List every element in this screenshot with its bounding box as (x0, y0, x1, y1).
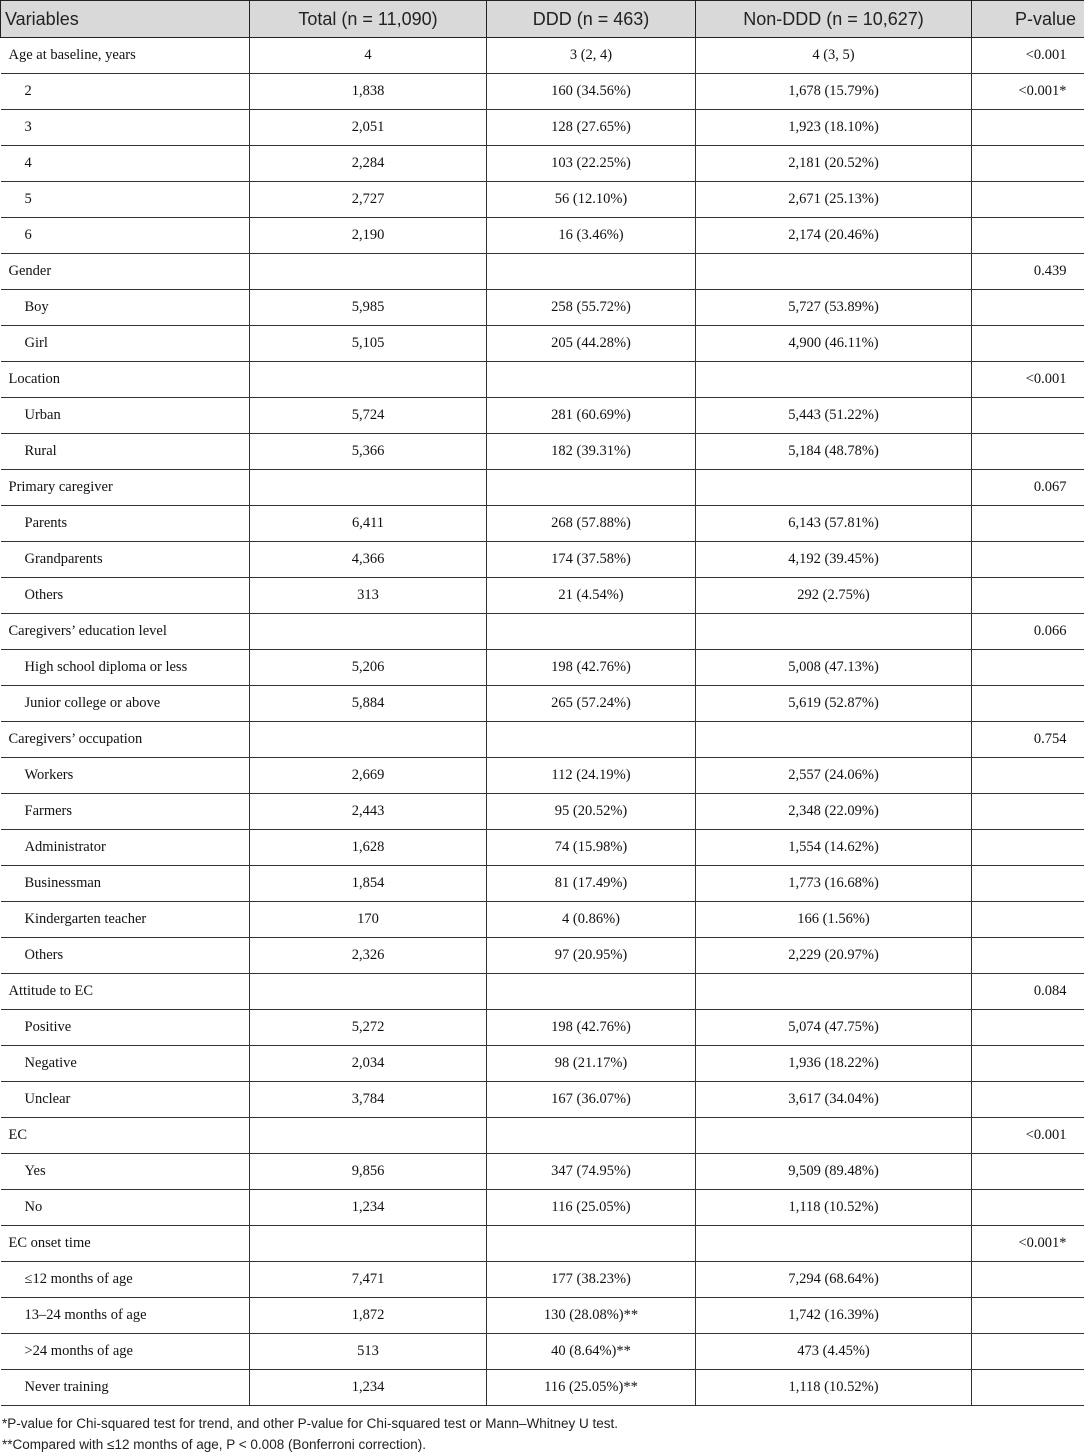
table-row (1, 1082, 1084, 1118)
cell-variable: 3 (1, 110, 250, 146)
cell-variable: 4 (1, 146, 250, 182)
cell-ddd: 116 (25.05%)** (487, 1370, 696, 1406)
cell-total (250, 362, 487, 398)
cell-variable: Never training (1, 1370, 250, 1406)
cell-p-value: 0.066 (972, 614, 1084, 650)
cell-non-ddd: 3,617 (34.04%) (696, 1082, 972, 1118)
cell-non-ddd: 2,557 (24.06%) (696, 758, 972, 794)
cell-ddd (487, 1118, 696, 1154)
cell-p-value (972, 1154, 1084, 1190)
cell-variable: Administrator (1, 830, 250, 866)
cell-total: 5,985 (250, 290, 487, 326)
cell-ddd (487, 974, 696, 1010)
table-row (1, 398, 1084, 434)
cell-total: 2,034 (250, 1046, 487, 1082)
cell-p-value (972, 1010, 1084, 1046)
cell-p-value (972, 650, 1084, 686)
cell-ddd: 56 (12.10%) (487, 182, 696, 218)
cell-ddd: 116 (25.05%) (487, 1190, 696, 1226)
cell-total: 5,206 (250, 650, 487, 686)
cell-non-ddd: 5,727 (53.89%) (696, 290, 972, 326)
cell-p-value (972, 326, 1084, 362)
cell-total: 5,724 (250, 398, 487, 434)
cell-p-value: <0.001* (972, 74, 1084, 110)
cell-p-value (972, 1298, 1084, 1334)
cell-non-ddd (696, 722, 972, 758)
cell-variable: Rural (1, 434, 250, 470)
table-row (1, 1370, 1084, 1406)
cell-total: 4 (250, 38, 487, 74)
cell-variable: Farmers (1, 794, 250, 830)
cell-p-value (972, 1334, 1084, 1370)
table-row (1, 614, 1084, 650)
cell-non-ddd: 5,184 (48.78%) (696, 434, 972, 470)
cell-total: 2,443 (250, 794, 487, 830)
cell-non-ddd: 1,773 (16.68%) (696, 866, 972, 902)
cell-total: 5,366 (250, 434, 487, 470)
cell-variable: Age at baseline, years (1, 38, 250, 74)
header-total: Total (n = 11,090) (250, 1, 487, 38)
table-row (1, 1226, 1084, 1262)
table-row (1, 542, 1084, 578)
cell-ddd: 81 (17.49%) (487, 866, 696, 902)
cell-variable: Primary caregiver (1, 470, 250, 506)
cell-total (250, 974, 487, 1010)
cell-ddd: 95 (20.52%) (487, 794, 696, 830)
cell-non-ddd: 473 (4.45%) (696, 1334, 972, 1370)
cell-p-value: <0.001 (972, 38, 1084, 74)
cell-ddd: 103 (22.25%) (487, 146, 696, 182)
cell-variable: Urban (1, 398, 250, 434)
table-row (1, 1010, 1084, 1046)
cell-ddd (487, 722, 696, 758)
cell-total: 2,326 (250, 938, 487, 974)
cell-variable: Kindergarten teacher (1, 902, 250, 938)
cell-p-value (972, 506, 1084, 542)
cell-p-value (972, 1190, 1084, 1226)
cell-total (250, 254, 487, 290)
cell-p-value (972, 542, 1084, 578)
cell-variable: Unclear (1, 1082, 250, 1118)
cell-p-value: <0.001 (972, 1118, 1084, 1154)
cell-ddd: 16 (3.46%) (487, 218, 696, 254)
table-row (1, 794, 1084, 830)
cell-p-value: <0.001* (972, 1226, 1084, 1262)
cell-non-ddd: 1,554 (14.62%) (696, 830, 972, 866)
cell-non-ddd (696, 1226, 972, 1262)
cell-ddd: 182 (39.31%) (487, 434, 696, 470)
cell-total: 313 (250, 578, 487, 614)
cell-total: 513 (250, 1334, 487, 1370)
cell-p-value: 0.084 (972, 974, 1084, 1010)
cell-non-ddd: 1,118 (10.52%) (696, 1190, 972, 1226)
cell-non-ddd: 1,936 (18.22%) (696, 1046, 972, 1082)
cell-ddd: 4 (0.86%) (487, 902, 696, 938)
cell-ddd: 205 (44.28%) (487, 326, 696, 362)
cell-total: 5,884 (250, 686, 487, 722)
cell-variable: >24 months of age (1, 1334, 250, 1370)
footnote-1: *P-value for Chi-squared test for trend, and other P-value for Chi-squared test or Mann–Whitney U test. (2, 1416, 619, 1431)
cell-variable: Positive (1, 1010, 250, 1046)
cell-variable: No (1, 1190, 250, 1226)
cell-non-ddd: 7,294 (68.64%) (696, 1262, 972, 1298)
table-row (1, 182, 1084, 218)
cell-total (250, 722, 487, 758)
cell-total: 1,872 (250, 1298, 487, 1334)
cell-p-value: 0.067 (972, 470, 1084, 506)
cell-p-value (972, 686, 1084, 722)
cell-variable: EC onset time (1, 1226, 250, 1262)
cell-ddd: 74 (15.98%) (487, 830, 696, 866)
cell-p-value (972, 434, 1084, 470)
cell-p-value (972, 758, 1084, 794)
cell-total (250, 1226, 487, 1262)
cell-non-ddd: 5,008 (47.13%) (696, 650, 972, 686)
cell-p-value (972, 794, 1084, 830)
cell-non-ddd: 5,619 (52.87%) (696, 686, 972, 722)
cell-ddd: 40 (8.64%)** (487, 1334, 696, 1370)
cell-ddd: 268 (57.88%) (487, 506, 696, 542)
cell-p-value (972, 866, 1084, 902)
table-row (1, 290, 1084, 326)
cell-ddd: 97 (20.95%) (487, 938, 696, 974)
cell-p-value (972, 1370, 1084, 1406)
cell-ddd: 21 (4.54%) (487, 578, 696, 614)
table-row (1, 686, 1084, 722)
header-ddd: DDD (n = 463) (487, 1, 696, 38)
cell-total: 2,190 (250, 218, 487, 254)
table-header-row (1, 1, 1084, 38)
cell-non-ddd (696, 362, 972, 398)
table-row (1, 74, 1084, 110)
table-row (1, 326, 1084, 362)
cell-non-ddd (696, 254, 972, 290)
cell-p-value: 0.439 (972, 254, 1084, 290)
cell-ddd: 198 (42.76%) (487, 650, 696, 686)
cell-total: 2,051 (250, 110, 487, 146)
header-variables: Variables (1, 1, 250, 38)
cell-p-value (972, 1046, 1084, 1082)
cell-variable: Caregivers’ education level (1, 614, 250, 650)
cell-ddd: 281 (60.69%) (487, 398, 696, 434)
cell-variable: EC (1, 1118, 250, 1154)
table-row (1, 110, 1084, 146)
cell-non-ddd: 4,900 (46.11%) (696, 326, 972, 362)
table-row (1, 578, 1084, 614)
cell-total: 2,669 (250, 758, 487, 794)
table-row (1, 1298, 1084, 1334)
cell-total: 5,105 (250, 326, 487, 362)
cell-variable: Others (1, 938, 250, 974)
cell-total: 9,856 (250, 1154, 487, 1190)
header-non-ddd: Non-DDD (n = 10,627) (696, 1, 972, 38)
cell-variable: 13–24 months of age (1, 1298, 250, 1334)
cell-total: 1,854 (250, 866, 487, 902)
table-row (1, 38, 1084, 74)
cell-variable: Location (1, 362, 250, 398)
cell-ddd: 98 (21.17%) (487, 1046, 696, 1082)
cell-ddd: 167 (36.07%) (487, 1082, 696, 1118)
cell-total: 1,234 (250, 1190, 487, 1226)
cell-p-value (972, 1262, 1084, 1298)
cell-ddd (487, 1226, 696, 1262)
cell-variable: Grandparents (1, 542, 250, 578)
cell-p-value (972, 902, 1084, 938)
cell-p-value (972, 110, 1084, 146)
cell-total (250, 1118, 487, 1154)
cell-p-value (972, 182, 1084, 218)
cell-variable: 2 (1, 74, 250, 110)
cell-total: 7,471 (250, 1262, 487, 1298)
cell-non-ddd (696, 470, 972, 506)
cell-variable: Girl (1, 326, 250, 362)
cell-p-value: <0.001 (972, 362, 1084, 398)
table-row (1, 1262, 1084, 1298)
cell-ddd: 347 (74.95%) (487, 1154, 696, 1190)
cell-p-value: 0.754 (972, 722, 1084, 758)
cell-non-ddd: 2,181 (20.52%) (696, 146, 972, 182)
cell-ddd: 265 (57.24%) (487, 686, 696, 722)
cell-ddd (487, 470, 696, 506)
cell-total: 1,628 (250, 830, 487, 866)
footnote-2: **Compared with ≤12 months of age, P < 0.008 (Bonferroni correction). (2, 1437, 427, 1452)
table-row (1, 254, 1084, 290)
cell-ddd: 258 (55.72%) (487, 290, 696, 326)
cell-non-ddd (696, 1118, 972, 1154)
cell-non-ddd (696, 974, 972, 1010)
cell-variable: 6 (1, 218, 250, 254)
cell-ddd (487, 362, 696, 398)
cell-variable: Boy (1, 290, 250, 326)
table-row (1, 758, 1084, 794)
table-row (1, 470, 1084, 506)
table-row (1, 1118, 1084, 1154)
cell-non-ddd: 292 (2.75%) (696, 578, 972, 614)
cell-total: 2,727 (250, 182, 487, 218)
cell-non-ddd: 1,118 (10.52%) (696, 1370, 972, 1406)
cell-non-ddd: 2,671 (25.13%) (696, 182, 972, 218)
cell-variable: Parents (1, 506, 250, 542)
cell-variable: Negative (1, 1046, 250, 1082)
cell-non-ddd (696, 614, 972, 650)
cell-p-value (972, 398, 1084, 434)
table-row (1, 434, 1084, 470)
table-row (1, 830, 1084, 866)
cell-variable: Gender (1, 254, 250, 290)
cell-variable: Attitude to EC (1, 974, 250, 1010)
cell-ddd: 112 (24.19%) (487, 758, 696, 794)
cell-total: 5,272 (250, 1010, 487, 1046)
cell-non-ddd: 4,192 (39.45%) (696, 542, 972, 578)
table-row (1, 1334, 1084, 1370)
cell-variable: High school diploma or less (1, 650, 250, 686)
cell-total: 1,838 (250, 74, 487, 110)
cell-p-value (972, 146, 1084, 182)
cell-non-ddd: 9,509 (89.48%) (696, 1154, 972, 1190)
cell-ddd: 3 (2, 4) (487, 38, 696, 74)
cell-total: 1,234 (250, 1370, 487, 1406)
cell-total: 170 (250, 902, 487, 938)
header-p-value: P-value (972, 1, 1084, 38)
cell-variable: Caregivers’ occupation (1, 722, 250, 758)
cell-p-value (972, 830, 1084, 866)
cell-p-value (972, 938, 1084, 974)
cell-ddd: 130 (28.08%)** (487, 1298, 696, 1334)
table-row (1, 146, 1084, 182)
cell-non-ddd: 5,443 (51.22%) (696, 398, 972, 434)
table-row (1, 938, 1084, 974)
cell-non-ddd: 1,923 (18.10%) (696, 110, 972, 146)
cell-total: 3,784 (250, 1082, 487, 1118)
cell-total: 2,284 (250, 146, 487, 182)
cell-non-ddd: 4 (3, 5) (696, 38, 972, 74)
table-row (1, 362, 1084, 398)
cell-total: 4,366 (250, 542, 487, 578)
cell-non-ddd: 2,229 (20.97%) (696, 938, 972, 974)
cell-variable: Yes (1, 1154, 250, 1190)
cell-non-ddd: 2,348 (22.09%) (696, 794, 972, 830)
cell-ddd: 174 (37.58%) (487, 542, 696, 578)
table-row (1, 1190, 1084, 1226)
cell-p-value (972, 578, 1084, 614)
cell-ddd: 160 (34.56%) (487, 74, 696, 110)
table-row (1, 1154, 1084, 1190)
cell-ddd: 177 (38.23%) (487, 1262, 696, 1298)
table-body (1, 38, 1084, 1406)
cell-variable: Workers (1, 758, 250, 794)
cell-non-ddd: 1,678 (15.79%) (696, 74, 972, 110)
cell-variable: Businessman (1, 866, 250, 902)
cell-variable: Junior college or above (1, 686, 250, 722)
cell-variable: Others (1, 578, 250, 614)
cell-ddd: 198 (42.76%) (487, 1010, 696, 1046)
table-row (1, 902, 1084, 938)
cell-p-value (972, 1082, 1084, 1118)
table-row (1, 218, 1084, 254)
cell-total (250, 614, 487, 650)
cell-non-ddd: 2,174 (20.46%) (696, 218, 972, 254)
table-row (1, 974, 1084, 1010)
cell-variable: ≤12 months of age (1, 1262, 250, 1298)
cell-total: 6,411 (250, 506, 487, 542)
cell-non-ddd: 5,074 (47.75%) (696, 1010, 972, 1046)
cell-total (250, 470, 487, 506)
cell-p-value (972, 218, 1084, 254)
cell-ddd: 128 (27.65%) (487, 110, 696, 146)
cell-ddd (487, 614, 696, 650)
cell-ddd (487, 254, 696, 290)
table-row (1, 722, 1084, 758)
cell-non-ddd: 166 (1.56%) (696, 902, 972, 938)
table-row (1, 650, 1084, 686)
cell-non-ddd: 1,742 (16.39%) (696, 1298, 972, 1334)
table-row (1, 506, 1084, 542)
cell-non-ddd: 6,143 (57.81%) (696, 506, 972, 542)
cell-variable: 5 (1, 182, 250, 218)
table-row (1, 866, 1084, 902)
table-row (1, 1046, 1084, 1082)
cell-p-value (972, 290, 1084, 326)
